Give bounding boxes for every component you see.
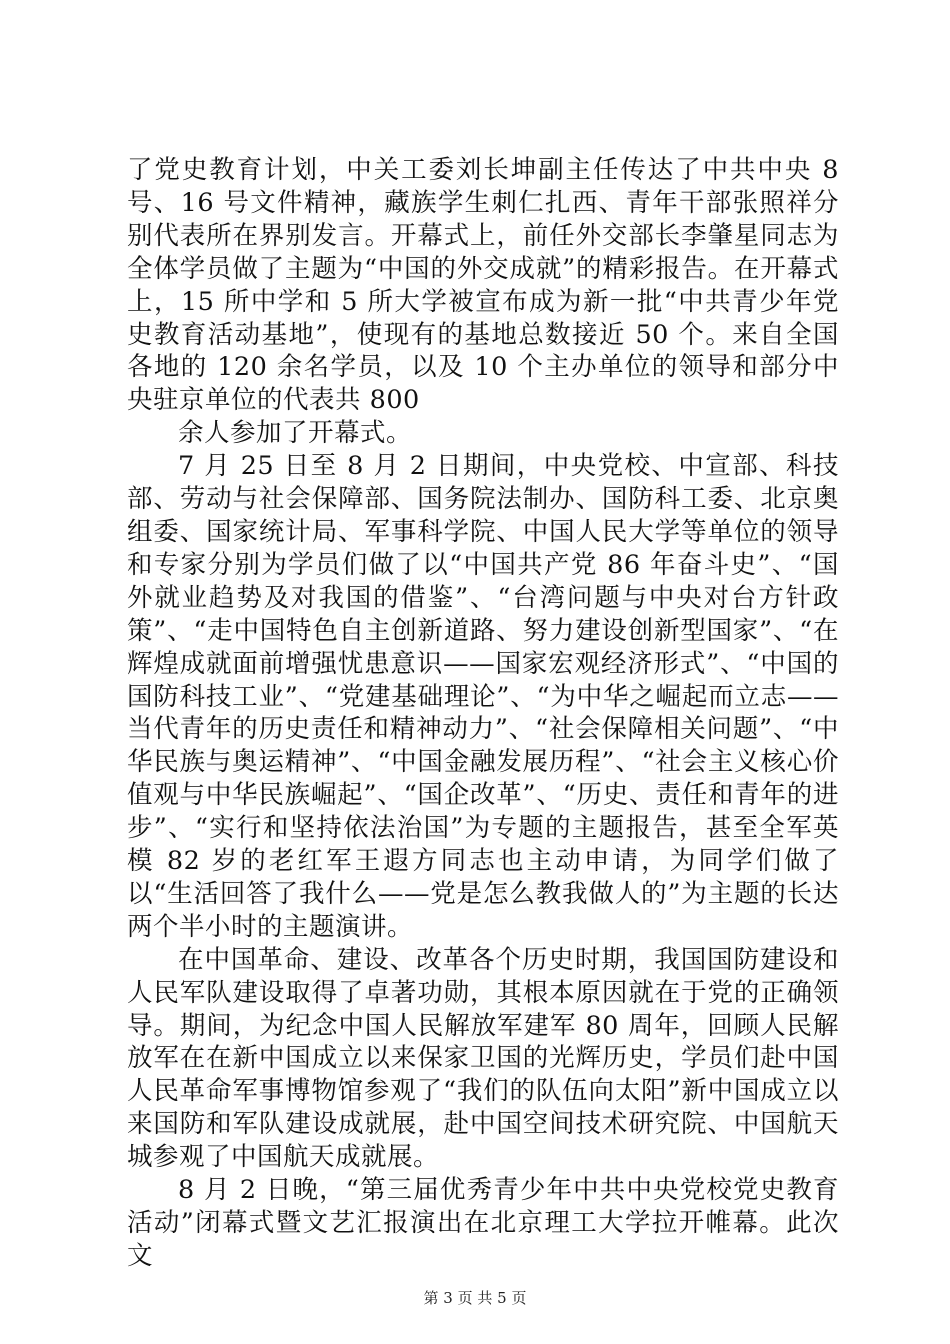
paragraph-4: 在中国革命、建设、改革各个历史时期，我国国防建设和人民军队建设取得了卓著功勋，其根本原因就在于党的正确领导。期间，为纪念中国人民解放军建军 80 周年，回顾人民解放军在在新中国成立以来保家卫国的光辉历史，学员们赴中国人民革命军事博物馆参观了“我们的队伍向太阳”新中国成立以来国防和军队建设成就展，赴中国空间技术研究院、中国航天城参观了中国航天成就展。 <box>127 944 839 1173</box>
paragraph-3: 7 月 25 日至 8 月 2 日期间，中央党校、中宣部、科技部、劳动与社会保障部、国务院法制办、国防科工委、北京奥组委、国家统计局、军事科学院、中国人民大学等单位的领导和专家分别为学员们做了以“中国共产党 86 年奋斗史”、“国外就业趋势及对我国的借鉴”、“台湾问题与中央对台方针政策”、“走中国特色自主创新道路、努力建设创新型国家”、“在辉煌成就面前增强忧患意识——国家宏观经济形式”、“中国的国防科技工业”、“党建基础理论”、“为中华之崛起而立志——当代青年的历史责任和精神动力”、“社会保障相关问题”、“中华民族与奥运精神”、“中国金融发展历程”、“社会主义核心价值观与中华民族崛起”、“国企改革”、“历史、责任和青年的进步”、“实行和坚持依法治国”为专题的主题报告，甚至全军英模 82 岁的老红军王遐方同志也主动申请，为同学们做了以“生活回答了我什么——党是怎么教我做人的”为主题的长达两个半小时的主题演讲。 <box>127 451 839 942</box>
page-footer: 第 3 页 共 5 页 <box>423 1289 527 1307</box>
document-body <box>127 154 839 1273</box>
paragraph-5: 8 月 2 日晚，“第三届优秀青少年中共中央党校党史教育活动”闭幕式暨文艺汇报演出在北京理工大学拉开帷幕。此次文 <box>127 1175 839 1271</box>
paragraph-1: 了党史教育计划，中关工委刘长坤副主任传达了中共中央 8 号、16 号文件精神，藏族学生刺仁扎西、青年干部张照祥分别代表所在界别发言。开幕式上，前任外交部长李肇星同志为全体学员做了主题为“中国的外交成就”的精彩报告。在开幕式上，15 所中学和 5 所大学被宣布成为新一批“中共青少年党史教育活动基地”，使现有的基地总数接近 50 个。来自全国各地的 120 余名学员，以及 10 个主办单位的领导和部分中央驻京单位的代表共 800 <box>127 155 839 416</box>
paragraph-2: 余人参加了开幕式。 <box>178 418 413 449</box>
